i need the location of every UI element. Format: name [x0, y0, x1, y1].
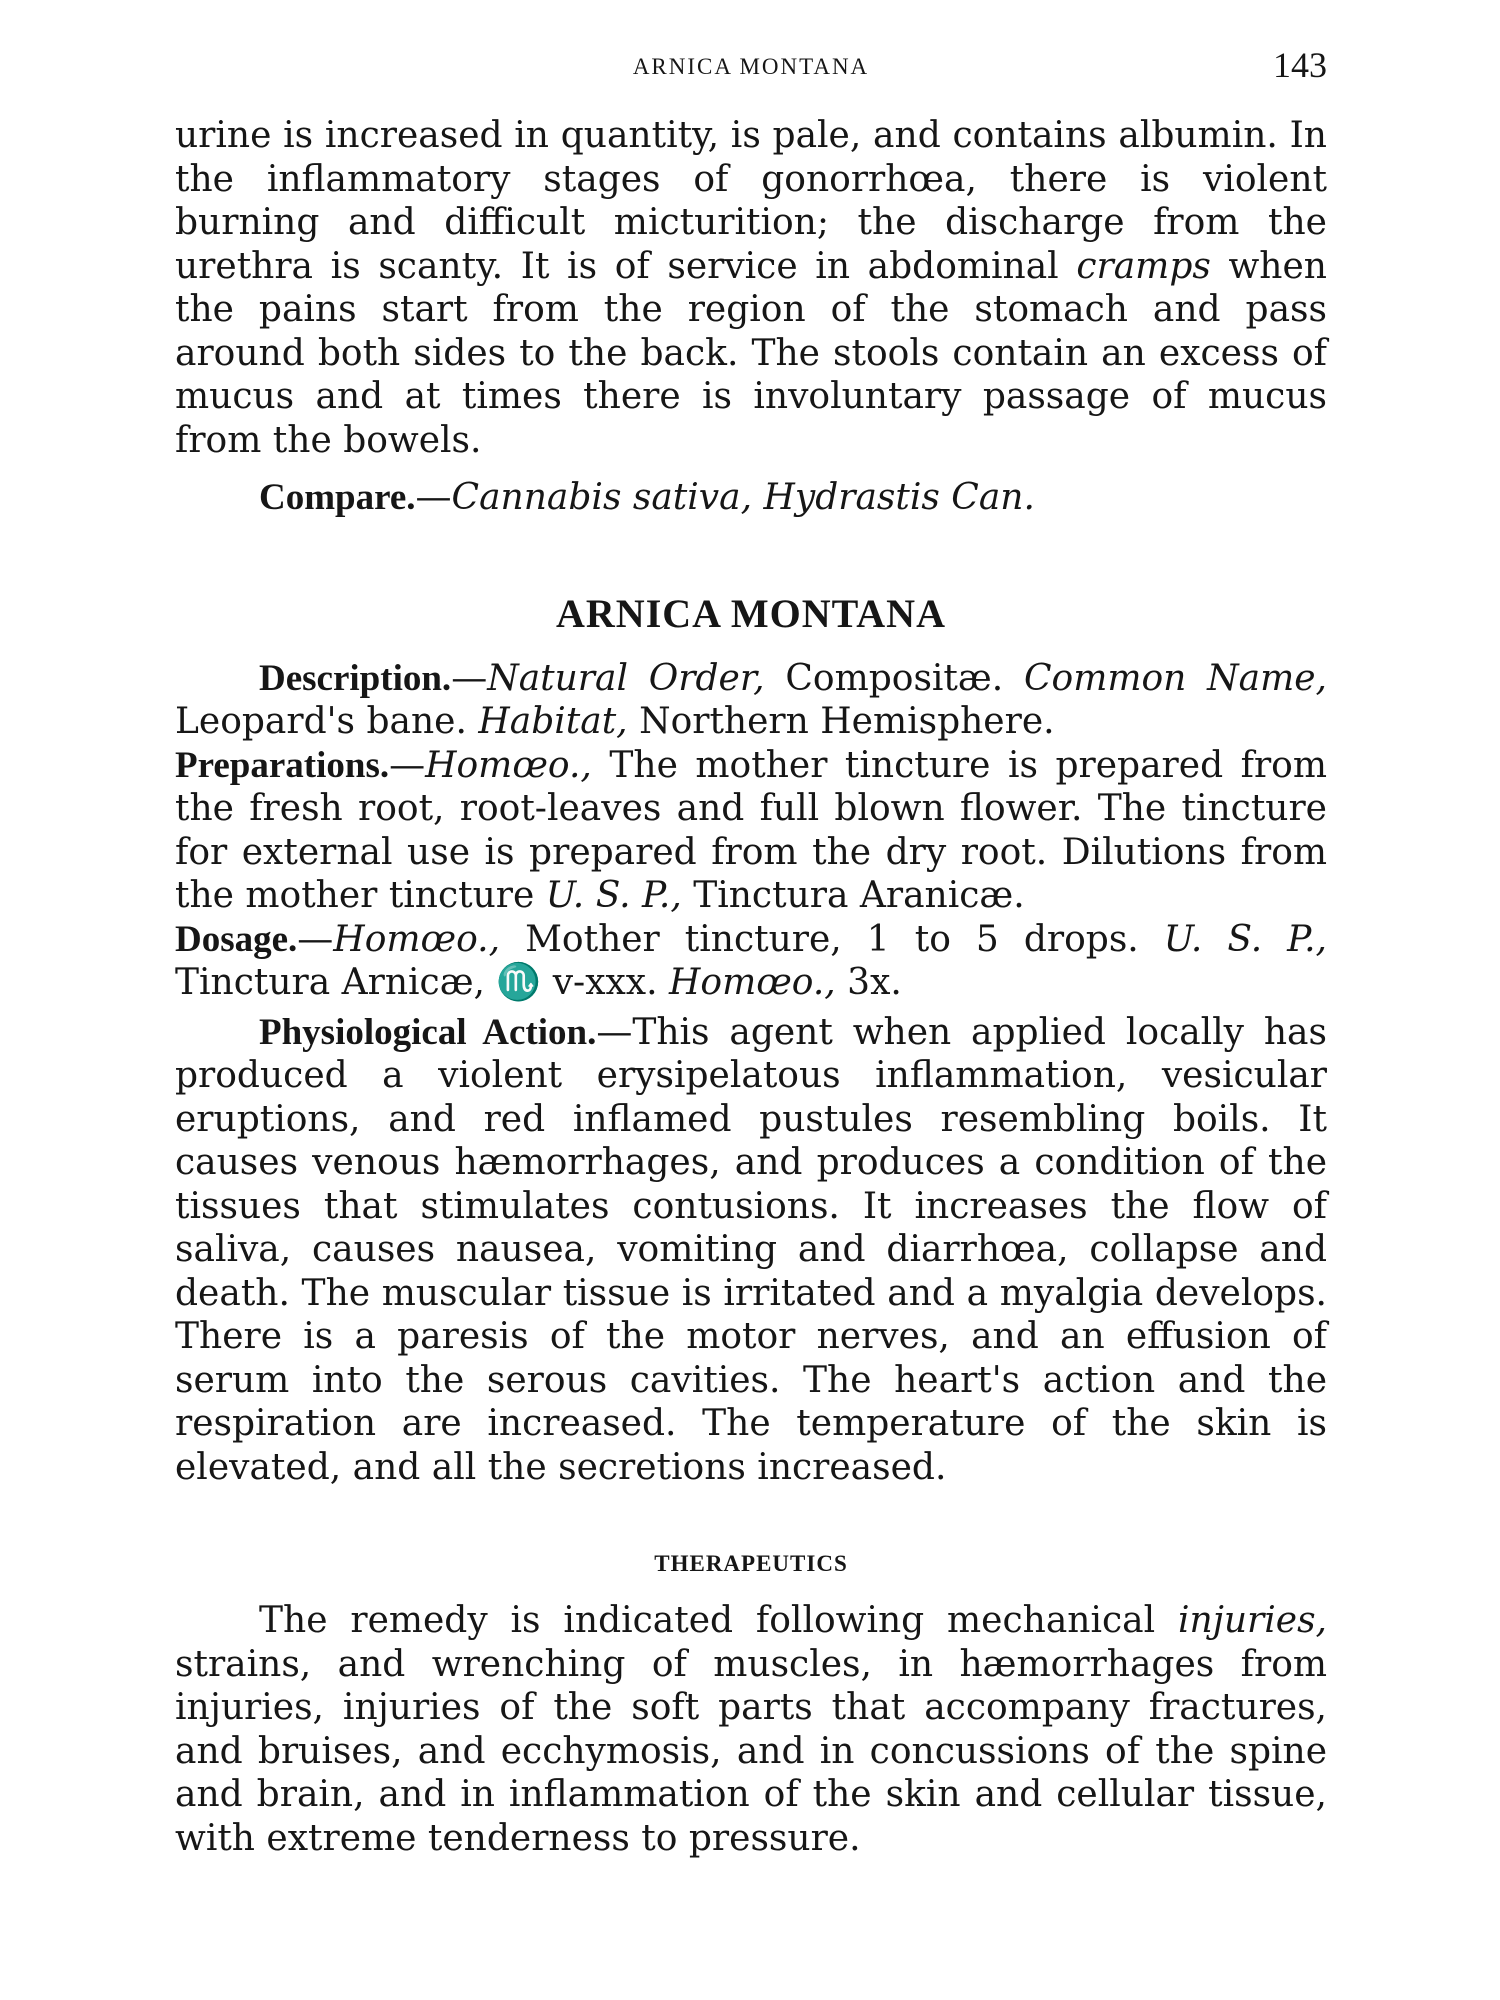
description-dash: — [451, 657, 488, 699]
preparations-text-1: The mother tincture is prepared from the fresh root, root-leaves and full blown flower. The tincture for external use is prepared from the dry root. Dilutions from the mother tincture [175, 744, 1327, 916]
physiological-action-label: Physiological Action. [259, 1011, 597, 1053]
preparations-label: Preparations. [175, 744, 390, 786]
common-name-value: Leopard's bane. [175, 701, 479, 742]
habitat-value: Northern Hemisphere. [627, 701, 1055, 742]
physiological-action-text: This agent when applied locally has produced a violent erysipelatous inflammation, vesicular eruptions, and red inflamed pustules resembling boils. It causes venous hæmorrhages, and produces a condition of the tissues that stimulates contusions. It increases the flow of saliva, causes nausea, vomiting and diarrhœa, collapse and death. The muscular tissue is irritated and a myalgia develops. There is a paresis of the motor nerves, and an effusion of serum into the serous cavities. The heart's action and the respiration are increased. The temperature of the skin is elevated, and all the secretions increased. [175, 1011, 1327, 1488]
dosage-homoeo-2: Homœo., [669, 962, 836, 1003]
therapeutics-paragraph [175, 1599, 1327, 1860]
dosage-dash: — [297, 918, 334, 960]
dosage-text-2: Tinctura Arnicæ, ♏ v-xxx. [175, 962, 669, 1003]
compare-paragraph [175, 476, 1327, 520]
preparations-dash: — [389, 744, 426, 786]
habitat-label: Habitat, [478, 701, 628, 742]
description-label: Description. [259, 657, 452, 699]
therapeutics-text-1: The remedy is indicated following mechanical [259, 1600, 1178, 1641]
section-title: ARNICA MONTANA [556, 590, 946, 636]
dosage-usp: U. S. P., [1163, 918, 1327, 960]
page-number: 143 [1273, 45, 1327, 85]
preparations-usp: U. S. P., [545, 875, 682, 916]
dosage-homoeo: Homœo., [333, 918, 501, 960]
physiological-action-paragraph [175, 1011, 1327, 1490]
therapeutics-text-2: strains, and wrenching of muscles, in hæmorrhages from injuries, injuries of the soft parts that accompany fractures, and bruises, and ecchymosis, and in concussions of the spine and brain, and in inflammation of the skin and cellular tissue, with extreme tenderness to pressure. [175, 1643, 1327, 1859]
dosage-label: Dosage. [175, 918, 298, 960]
continuation-text-1: urine is increased in quantity, is pale, and contains albumin. In the inflammatory stages of gonorrhœa, there is violent burning and difficult micturition; the discharge from the urethra is scanty. It is of service in abdominal [175, 115, 1327, 287]
running-head [175, 40, 1327, 100]
therapeutics-italic-injuries: injuries, [1178, 1600, 1327, 1641]
physiological-action-dash: — [596, 1011, 633, 1053]
preparations-text-2: Tinctura Aranicæ. [681, 875, 1025, 916]
therapeutics-heading: THERAPEUTICS [654, 1551, 848, 1576]
natural-order-label: Natural Order, [487, 657, 765, 699]
dosage-text-3: 3x. [835, 962, 902, 1003]
natural-order-value: Compositæ. [764, 657, 1024, 699]
book-page [175, 40, 1327, 1960]
preparations-homoeo: Homœo., [425, 744, 592, 786]
dosage-text-1: Mother tincture, 1 to 5 drops. [500, 918, 1164, 960]
continuation-italic-cramps: cramps [1076, 245, 1211, 287]
compare-dash: — [415, 477, 452, 518]
continuation-text-2: when the pains start from the region of the stomach and pass around both sides to the back. The stools contain an excess of mucus and at times there is involuntary passage of mucus from the bowels. [175, 245, 1327, 461]
common-name-label: Common Name, [1023, 657, 1327, 699]
running-title: ARNICA MONTANA [632, 54, 870, 79]
compare-items: Cannabis sativa, Hydrastis Can. [451, 477, 1035, 518]
description-paragraph [175, 657, 1327, 1005]
compare-label: Compare. [259, 477, 416, 518]
continuation-paragraph [175, 114, 1327, 462]
